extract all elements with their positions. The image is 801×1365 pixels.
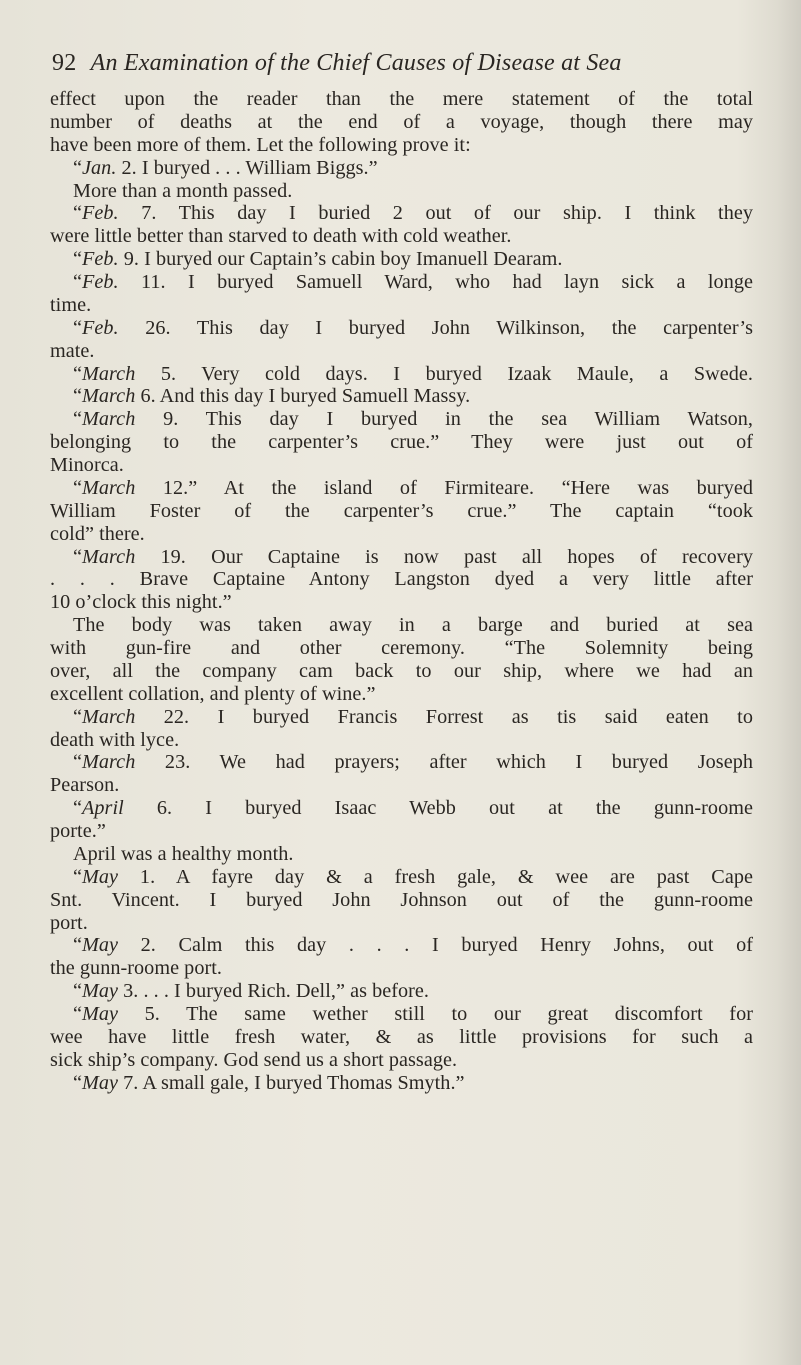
text-run: “ <box>73 705 83 728</box>
entry-date: March <box>82 545 136 568</box>
text-line <box>50 912 753 935</box>
text-line <box>50 477 753 500</box>
text-run: 6. And this day I buryed Samuell Massy. <box>135 385 471 408</box>
text-run: 7. A small gale, I buryed Thomas Smyth.” <box>118 1071 465 1094</box>
entry-date: March <box>82 751 136 774</box>
text-run: over, all the company cam back to our ship, where we had an <box>50 659 753 682</box>
text-run: April was a healthy month. <box>73 842 294 865</box>
text-run: 5. Very cold days. I buryed Izaak Maule, a Swede. <box>135 362 753 385</box>
text-run: “ <box>73 385 83 408</box>
text-line <box>50 317 753 340</box>
text-run: time. <box>50 293 92 316</box>
text-run: were little better than starved to death with cold weather. <box>50 225 512 248</box>
text-run: “ <box>73 476 83 499</box>
text-run: “ <box>73 980 83 1003</box>
text-line <box>50 202 753 225</box>
text-run: port. <box>50 911 88 934</box>
text-line <box>50 385 753 408</box>
text-run: 3. . . . I buryed Rich. Dell,” as before. <box>118 980 430 1003</box>
text-run: sick ship’s company. God send us a short passage. <box>50 1048 458 1071</box>
text-run: 9. I buryed our Captain’s cabin boy Imanuell Dearam. <box>118 248 563 271</box>
page-number: 92 <box>52 50 77 76</box>
text-line <box>50 820 753 843</box>
text-run: Minorca. <box>50 454 124 476</box>
text-run: “ <box>73 271 83 293</box>
text-line <box>50 363 753 386</box>
entry-date: Feb. <box>82 202 119 225</box>
text-line <box>50 111 753 134</box>
text-run: excellent collation, and plenty of wine.” <box>50 682 376 705</box>
text-line <box>50 706 753 729</box>
text-run: . . . Brave Captaine Antony Langston dyed a very little after <box>50 568 753 591</box>
text-run: 5. The same wether still to our great discomfort for <box>118 1003 753 1025</box>
entry-date: May <box>82 865 119 888</box>
text-line <box>50 614 753 637</box>
text-line <box>50 157 753 180</box>
text-line <box>50 751 753 774</box>
entry-date: May <box>82 1071 119 1094</box>
text-line <box>50 248 753 271</box>
text-line <box>50 454 753 477</box>
text-run: number of deaths at the end of a voyage, though there may <box>50 110 753 133</box>
text-line <box>50 568 753 591</box>
text-run: cold” there. <box>50 522 145 545</box>
text-run: porte.” <box>50 820 106 842</box>
entry-date: May <box>82 980 119 1003</box>
text-run: 9. This day I buryed in the sea William Watson, <box>135 408 753 431</box>
text-run: “ <box>73 408 83 431</box>
text-line <box>50 431 753 454</box>
text-line <box>50 1072 753 1095</box>
entry-date: Feb. <box>82 316 119 339</box>
text-run: “ <box>73 1071 83 1094</box>
text-line <box>50 729 753 752</box>
entry-date: Feb. <box>82 248 119 271</box>
text-line <box>50 591 753 614</box>
entry-date: May <box>82 1003 119 1025</box>
text-run: have been more of them. Let the following prove it: <box>50 133 471 156</box>
text-line <box>50 180 753 203</box>
entry-date: May <box>82 934 119 957</box>
text-run: The body was taken away in a barge and buried at sea <box>73 614 753 637</box>
text-line <box>50 866 753 889</box>
text-run: “ <box>73 751 83 774</box>
text-run: death with lyce. <box>50 728 180 751</box>
entry-date: April <box>82 797 124 820</box>
text-run: “ <box>73 156 83 179</box>
text-run: William Foster of the carpenter’s crue.” The captain “took <box>50 499 753 522</box>
text-run: “ <box>73 202 83 225</box>
text-line <box>50 774 753 797</box>
entry-date: March <box>82 362 136 385</box>
text-run: 26. This day I buryed John Wilkinson, the carpenter’s <box>118 316 753 339</box>
text-run: Pearson. <box>50 774 120 797</box>
text-line <box>50 797 753 820</box>
text-line <box>50 1026 753 1049</box>
text-line <box>50 134 753 157</box>
entry-date: March <box>82 476 136 499</box>
text-run: “ <box>73 248 83 271</box>
entry-date: March <box>82 385 136 408</box>
entry-date: March <box>82 408 136 431</box>
text-run: 11. I buryed Samuell Ward, who had layn sick a longe <box>118 271 753 293</box>
text-run: “ <box>73 934 83 957</box>
text-line <box>50 225 753 248</box>
text-line <box>50 271 753 294</box>
text-line <box>50 934 753 957</box>
text-run: 2. Calm this day . . . I buryed Henry Johns, out of <box>118 934 753 957</box>
entry-date: Feb. <box>82 271 119 293</box>
text-line <box>50 500 753 523</box>
text-line <box>50 683 753 706</box>
text-run: “ <box>73 316 83 339</box>
text-run: 7. This day I buried 2 out of our ship. I think they <box>118 202 753 225</box>
text-run: 6. I buryed Isaac Webb out at the gunn-roome <box>123 797 753 820</box>
text-run: 22. I buryed Francis Forrest as tis said eaten to <box>135 705 753 728</box>
text-line <box>50 340 753 363</box>
text-line <box>50 957 753 980</box>
text-run: 19. Our Captaine is now past all hopes of recovery <box>135 545 753 568</box>
text-run: “ <box>73 865 83 888</box>
text-run: Snt. Vincent. I buryed John Johnson out of the gunn-roome <box>50 888 753 911</box>
text-run: “ <box>73 1003 83 1025</box>
text-run: “ <box>73 797 83 820</box>
text-line <box>50 843 753 866</box>
text-line <box>50 637 753 660</box>
body-text <box>50 88 753 1095</box>
text-run: More than a month passed. <box>73 179 293 202</box>
page-header <box>52 50 752 90</box>
text-run: with gun-fire and other ceremony. “The Solemnity being <box>50 637 753 659</box>
text-run: mate. <box>50 339 95 362</box>
text-run: 2. I buryed . . . William Biggs.” <box>116 156 378 179</box>
text-line <box>50 1003 753 1026</box>
text-run: wee have little fresh water, & as little provisions for such a <box>50 1025 753 1048</box>
text-line <box>50 1049 753 1072</box>
text-run: effect upon the reader than the mere statement of the total <box>50 88 753 110</box>
text-run: 1. A fayre day & a fresh gale, & wee are past Cape <box>118 865 753 888</box>
text-run: the gunn-roome port. <box>50 957 222 980</box>
text-line <box>50 660 753 683</box>
text-run: belonging to the carpenter’s crue.” They were just out of <box>50 431 753 454</box>
text-run: 12.” At the island of Firmiteare. “Here was buryed <box>135 476 753 499</box>
text-line <box>50 88 753 111</box>
text-run: “ <box>73 362 83 385</box>
entry-date: March <box>82 705 136 728</box>
text-line <box>50 294 753 317</box>
text-line <box>50 408 753 431</box>
text-line <box>50 546 753 569</box>
text-run: “ <box>73 545 83 568</box>
text-line <box>50 523 753 546</box>
text-line <box>50 980 753 1003</box>
entry-date: Jan. <box>82 156 117 179</box>
text-line <box>50 889 753 912</box>
text-run: 10 o’clock this night.” <box>50 591 232 614</box>
text-run: 23. We had prayers; after which I buryed Joseph <box>135 751 753 774</box>
running-title: An Examination of the Chief Causes of Disease at Sea <box>90 50 622 76</box>
